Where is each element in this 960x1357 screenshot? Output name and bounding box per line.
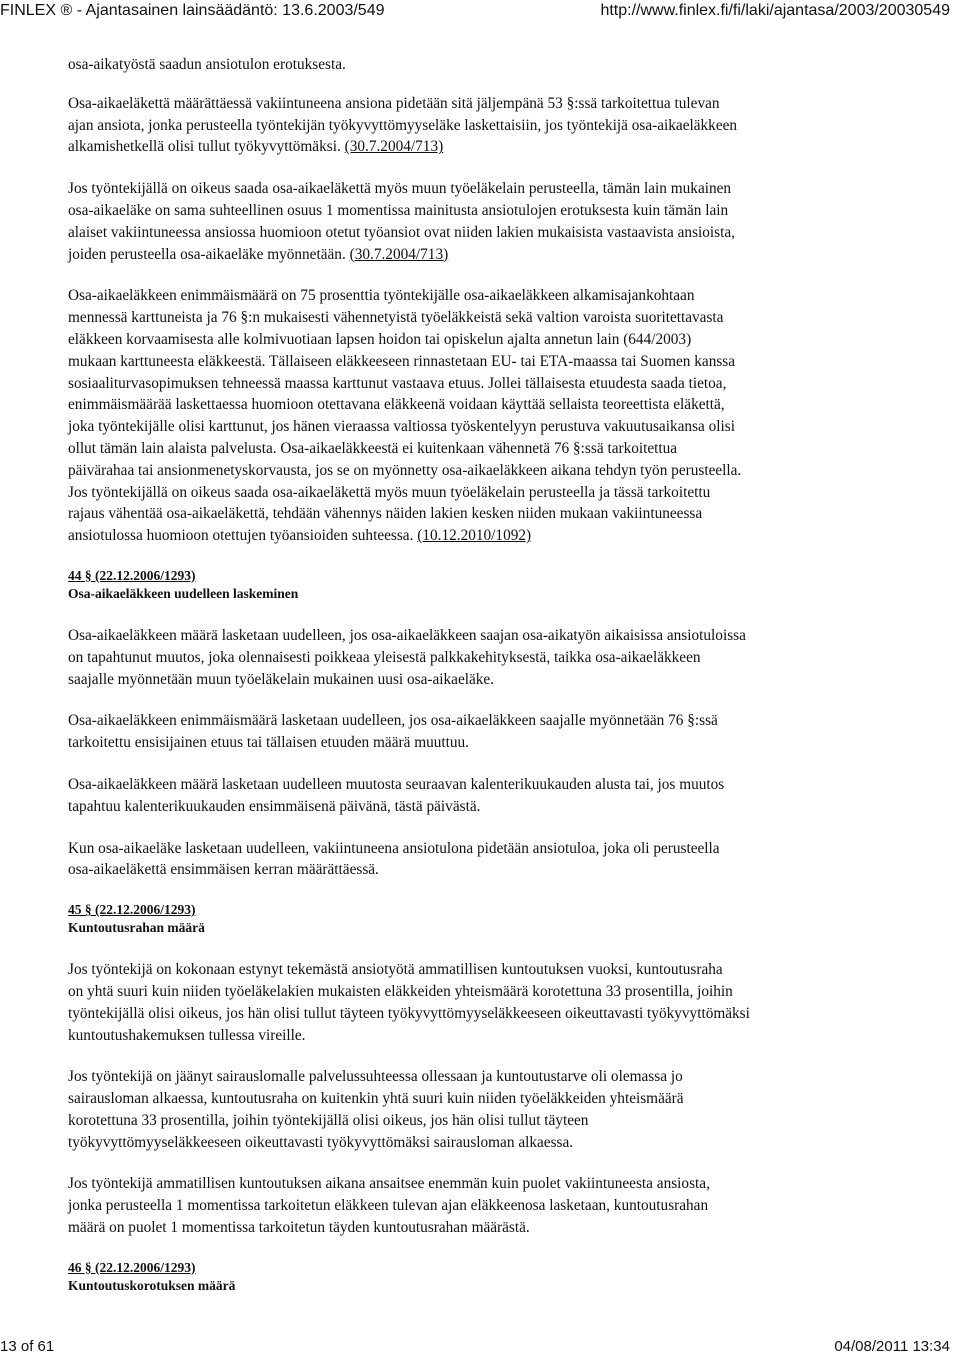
paragraph-line: Jos työntekijä on kokonaan estynyt tekemästä ansiotyötä ammatillisen kuntoutuksen vuoksi, kuntoutusraha (68, 961, 723, 979)
header-title: FINLEX ® - Ajantasainen lainsäädäntö: 13.6.2003/549 (0, 2, 385, 19)
paragraph-line: rajaus vähentää osa-aikaeläkettä, tehdään vähennys näiden lakien kesken niiden mukaan vakiintuneessa (68, 505, 703, 523)
paragraph-line: joka työntekijälle olisi karttunut, jos hänen vieraassa valtiossa työskentelyyn perustuva vakuutusaikansa olisi (68, 418, 735, 436)
paragraph (68, 959, 900, 1046)
paragraph-line: enimmäismäärää laskettaessa huomioon otettavana eläkkeenä voidaan käyttää sellaista teoreettista eläkettä, (68, 396, 725, 414)
section-45-heading (68, 901, 900, 937)
section-46-heading (68, 1259, 900, 1295)
section-45-title: Kuntoutusrahan määrä (68, 920, 205, 936)
paragraph-line: alkamishetkellä olisi tullut työkyvyttömäksi. (30.7.2004/713) (68, 138, 444, 156)
amendment-link[interactable]: (30.7.2004/713) (349, 245, 449, 263)
paragraph (68, 1173, 900, 1238)
paragraph-line: Osa-aikaeläkettä määrättäessä vakiintuneena ansiona pidetään sitä jäljempänä 53 §:ssä tarkoitettua tulevan (68, 94, 720, 112)
paragraph-line: päivärahaa tai ansionmenetyskorvausta, jos se on myönnetty osa-aikaeläkkeen aikana tehdyn työn perusteella. (68, 461, 742, 479)
section-45-number[interactable]: 45 § (22.12.2006/1293) (68, 902, 196, 918)
paragraph-line: mennessä karttuneista ja 76 §:n mukaisesti vähennetyistä työeläkkeistä sekä valtion varoista suoritettavasta (68, 309, 724, 327)
print-timestamp: 04/08/2011 13:34 (834, 1338, 950, 1355)
paragraph-line: määrä on puolet 1 momentissa tarkoitetun täyden kuntoutusrahan määrästä. (68, 1219, 530, 1237)
section-44-number[interactable]: 44 § (22.12.2006/1293) (68, 567, 196, 583)
paragraph (68, 1066, 900, 1153)
paragraph-line: on tapahtunut muutos, joka olennaisesti poikkeaa yleisestä palkkakehityksestä, taikka osa-aikaeläkkeen (68, 648, 701, 666)
paragraph-line: alaiset vakiintuneessa ansiossa huomioon otetut työansiot ovat niiden lakien mukaisista vastaavista ansioista, (68, 223, 735, 241)
header-url: http://www.finlex.fi/fi/laki/ajantasa/2003/20030549 (600, 2, 950, 19)
amendment-link[interactable]: (30.7.2004/713) (344, 138, 444, 156)
print-footer (0, 1336, 960, 1357)
section-46-title: Kuntoutuskorotuksen määrä (68, 1277, 236, 1293)
paragraph-line: kuntoutushakemuksen tullessa vireille. (68, 1026, 306, 1044)
paragraph-line: työntekijällä olisi oikeus, jos hän olisi tullut täyteen työkyvyttömyyseläkkeeseen oikeuttavasti työkyvyttömäksi (68, 1004, 750, 1022)
paragraph-line: Jos työntekijällä on oikeus saada osa-aikaeläkettä myös muun työeläkelain perusteella, tämän lain mukainen (68, 180, 732, 198)
paragraph-line: Jos työntekijä on jäänyt sairauslomalle palvelussuhteessa ollessaan ja kuntoutustarve oli olemassa jo (68, 1068, 683, 1086)
paragraph (68, 625, 900, 690)
paragraphs-section-45 (68, 959, 900, 1239)
paragraph-line: sosiaaliturvasopimuksen tehneessä maassa karttunut vastaava etuus. Jollei tällaisesta etuudesta saada tietoa, (68, 374, 727, 392)
paragraph-line: Jos työntekijä ammatillisen kuntoutuksen aikana ansaitsee enemmän kuin puolet vakiintuneesta ansiosta, (68, 1175, 710, 1193)
paragraph (68, 54, 900, 76)
paragraph-line: ollut tämän lain alaista palvelusta. Osa-aikaeläkkeestä ei kuitenkaan vähennetä 76 §:ssä tarkoitettua (68, 439, 678, 457)
paragraph (68, 93, 900, 158)
paragraph (68, 710, 900, 754)
paragraph-line: Kun osa-aikaeläke lasketaan uudelleen, vakiintuneena ansiotulona pidetään ansiotuloa, joka oli perusteella (68, 839, 720, 857)
paragraph-line: on yhtä suuri kuin niiden työeläkelakien mukaisten eläkkeiden yhteismäärä korotettuna 33 prosentilla, joihin (68, 982, 733, 1000)
document-body (68, 54, 900, 1317)
paragraph-line: sairausloman alkaessa, kuntoutusraha on kuitenkin yhtä suuri kuin niiden työeläkkeiden yhteismäärä (68, 1090, 684, 1108)
paragraph-line: Osa-aikaeläkkeen määrä lasketaan uudelleen muutosta seuraavan kalenterikuukauden alusta tai, jos muutos (68, 775, 725, 793)
paragraph (68, 285, 900, 547)
paragraph-line: mukaan karttuneesta eläkkeestä. Tällaiseen eläkkeeseen rinnastetaan EU- tai ETA-maassa tai Suomen kanssa (68, 352, 736, 370)
paragraph (68, 178, 900, 265)
paragraph-line: korotettuna 33 prosentilla, joihin työntekijällä olisi oikeus, jos hän olisi tullut täyteen (68, 1111, 589, 1129)
paragraph-line: osa-aikatyöstä saadun ansiotulon erotuksesta. (68, 56, 346, 73)
paragraph-line: saajalle myönnetään muun työeläkelain mukainen uusi osa-aikaeläke. (68, 670, 495, 688)
paragraph-line: työkyvyttömyyseläkkeeseen oikeuttavasti työkyvyttömäksi sairausloman alkaessa. (68, 1133, 574, 1151)
paragraph-line: ajan ansiota, jonka perusteella työntekijän työkyvyttömyyseläke laskettaisiin, jos työntekijä osa-aikaeläkkeen (68, 116, 738, 134)
section-46-number[interactable]: 46 § (22.12.2006/1293) (68, 1259, 196, 1275)
paragraph-line: ansiotulossa huomioon otettujen työansioiden suhteessa. (10.12.2010/1092) (68, 527, 532, 545)
section-44-title: Osa-aikaeläkkeen uudelleen laskeminen (68, 585, 299, 601)
paragraph (68, 838, 900, 882)
paragraphs-section-44 (68, 625, 900, 881)
paragraph-line: Osa-aikaeläkkeen enimmäismäärä on 75 prosenttia työntekijälle osa-aikaeläkkeen alkamisajankohtaan (68, 287, 695, 305)
paragraph-line: Jos työntekijällä on oikeus saada osa-aikaeläkettä myös muun työeläkelain perusteella ja tässä tarkoitettu (68, 483, 711, 501)
print-header (0, 0, 960, 30)
paragraph-line: Osa-aikaeläkkeen enimmäismäärä lasketaan uudelleen, jos osa-aikaeläkkeen saajalle myönnetään 76 §:ssä (68, 712, 718, 730)
paragraph-line: jonka perusteella 1 momentissa tarkoitetun eläkkeen tulevan ajan eläkkeenosa lasketaan, kuntoutusrahan (68, 1197, 709, 1215)
paragraph-line: tarkoitettu ensisijainen etuus tai tällaisen etuuden määrä muuttuu. (68, 734, 470, 752)
paragraph (68, 774, 900, 818)
paragraph-line: eläkkeen korvaamisesta alle kolmivuotiaan lapsen hoidon tai opiskelun ajalta annetun lain (644/2003) (68, 330, 692, 348)
paragraph-line: osa-aikaeläke on sama suhteellinen osuus 1 momentissa mainitusta ansiotulojen erotuksesta kuin tämän lain (68, 201, 729, 219)
paragraph-line: osa-aikaeläkettä ensimmäisen kerran määrättäessä. (68, 861, 379, 879)
paragraphs-top (68, 54, 900, 547)
paragraph-line: Osa-aikaeläkkeen määrä lasketaan uudelleen, jos osa-aikaeläkkeen saajan osa-aikatyön aikaisissa ansiotuloissa (68, 626, 746, 644)
paragraph-line: tapahtuu kalenterikuukauden ensimmäisenä päivänä, tästä päivästä. (68, 797, 481, 815)
section-44-heading (68, 567, 900, 603)
page-counter: 13 of 61 (0, 1338, 55, 1355)
amendment-link[interactable]: (10.12.2010/1092) (417, 527, 532, 545)
paragraph-line: joiden perusteella osa-aikaeläke myönnetään. (30.7.2004/713) (68, 245, 449, 263)
